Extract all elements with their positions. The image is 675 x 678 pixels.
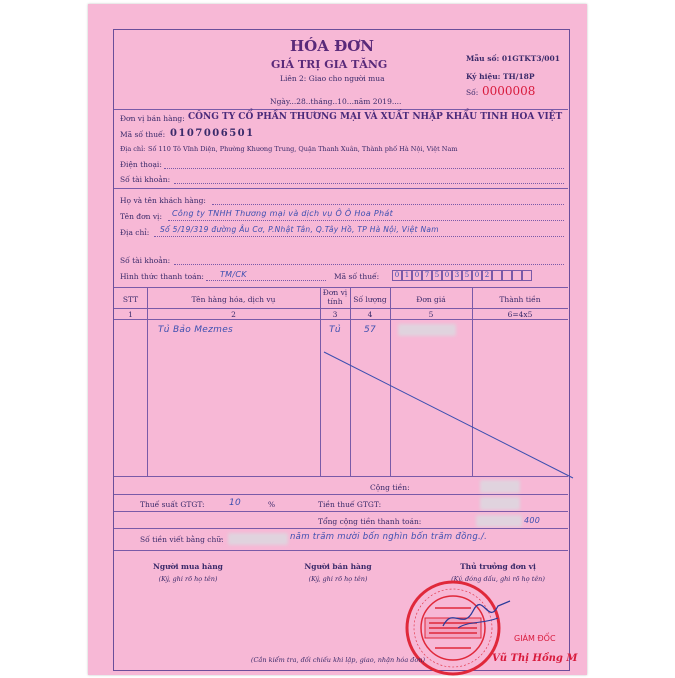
col-item-name: Tên hàng hóa, dịch vụ — [191, 295, 276, 304]
head-sign-note: (Ký, đóng dấu, ghi rõ họ tên) — [451, 575, 545, 583]
buyer-company: Công ty TNHH Thương mại và dịch vụ Ô Ô Hoa Phát — [172, 209, 394, 218]
director-title: GIÁM ĐỐC — [514, 634, 556, 643]
buyer-address-label: Địa chỉ: — [120, 228, 150, 237]
col-unit: Đơn vị tính — [322, 288, 348, 306]
buyer-company-label: Tên đơn vị: — [120, 212, 162, 221]
seller-account-label: Số tài khoản: — [120, 175, 171, 184]
vat-percent: % — [268, 500, 276, 509]
invoice-number: 0000008 — [482, 84, 536, 98]
idx-1: 1 — [128, 310, 133, 319]
seller-address-label: Địa chỉ: — [120, 145, 146, 153]
vat-rate-label: Thuế suất GTGT: — [140, 500, 205, 509]
col-amount: Thành tiền — [499, 295, 541, 304]
buyer-sign-note: (Ký, ghi rõ họ tên) — [158, 575, 218, 583]
idx-2: 2 — [231, 310, 236, 319]
amount-in-words-redacted — [228, 533, 288, 545]
seller-sign-note: (Ký, ghi rõ họ tên) — [308, 575, 368, 583]
col-stt: STT — [122, 295, 139, 304]
director-signature — [438, 596, 518, 636]
col-quantity: Số lượng — [353, 295, 387, 304]
tax-digit-box: 3 — [452, 270, 462, 281]
payment-method-label: Hình thức thanh toán: — [120, 272, 204, 281]
seller-address: Số 110 Tô Vĩnh Diện, Phường Khương Trung, Quận Thanh Xuân, Thành phố Hà Nội, Việt Nam — [148, 145, 458, 153]
tax-digit-box: 7 — [422, 270, 432, 281]
item-unit: Tủ — [329, 325, 341, 335]
vat-amount-redacted — [480, 497, 520, 510]
idx-4: 4 — [367, 310, 373, 319]
item-name: Tủ Bảo Mezmes — [158, 325, 234, 335]
seller-name: CÔNG TY CỔ PHẦN THƯƠNG MẠI VÀ XUẤT NHẬP KHẨU TINH HOA VIỆT — [188, 112, 563, 122]
tax-digit-box: 0 — [442, 270, 452, 281]
seller-name-label: Đơn vị bán hàng: — [120, 114, 185, 123]
seller-tax-label: Mã số thuế: — [120, 130, 166, 139]
amount-in-words-label: Số tiền viết bằng chữ: — [140, 535, 224, 544]
tax-digit-box: 1 — [402, 270, 412, 281]
buyer-tax-label: Mã số thuế: — [334, 272, 380, 281]
tax-digit-box: 0 — [412, 270, 422, 281]
invoice-subtitle: GIÁ TRỊ GIA TĂNG — [271, 58, 388, 71]
amount-in-words: năm trăm mười bốn nghìn bốn trăm đồng./. — [290, 532, 488, 542]
tax-digit-box: 0 — [392, 270, 402, 281]
seller-tax-code: 0107006501 — [170, 128, 255, 139]
tax-digit-box: 2 — [482, 270, 492, 281]
grand-total-label: Tổng cộng tiền thanh toán: — [318, 517, 422, 526]
head-sign-title: Thủ trưởng đơn vị — [460, 562, 536, 571]
tax-digit-box: 5 — [432, 270, 442, 281]
payment-method: TM/CK — [220, 270, 247, 279]
grand-total-redacted — [476, 515, 522, 527]
idx-3: 3 — [332, 310, 338, 319]
invoice-symbol: Ký hiệu: TH/18P — [466, 72, 535, 81]
copy-note: Liên 2: Giao cho người mua — [280, 74, 385, 83]
buyer-sign-title: Người mua hàng — [153, 562, 223, 571]
buyer-address: Số 5/19/319 đường Âu Cơ, P.Nhật Tân, Q.Tây Hồ, TP Hà Nội, Việt Nam — [160, 225, 439, 234]
form-number: Mẫu số: 01GTKT3/001 — [466, 54, 560, 63]
col-unit-price: Đơn giá — [416, 295, 446, 304]
seller-phone-label: Điện thoại: — [120, 160, 162, 169]
idx-5: 5 — [428, 310, 434, 319]
tax-digit-box: 0 — [472, 270, 482, 281]
buyer-account-label: Số tài khoản: — [120, 256, 171, 265]
subtotal-redacted — [480, 480, 520, 493]
seller-sign-title: Người bán hàng — [304, 562, 372, 571]
idx-6: 6=4x5 — [507, 310, 533, 319]
invoice-number-label: Số: — [466, 88, 479, 97]
subtotal-label: Cộng tiền: — [370, 483, 410, 492]
director-name: Vũ Thị Hồng M — [492, 653, 578, 664]
grand-total-visible: 400 — [524, 516, 541, 525]
vat-rate: 10 — [229, 498, 242, 508]
invoice-date: Ngày...28..tháng..10...năm 2019.... — [270, 97, 402, 106]
item-quantity: 57 — [363, 325, 377, 335]
footer-note: (Cần kiểm tra, đối chiếu khi lập, giao, nhận hóa đơn) — [250, 656, 426, 664]
invoice-title: HÓA ĐƠN — [290, 37, 374, 55]
invoice-sheet — [88, 4, 587, 675]
buyer-name-label: Họ và tên khách hàng: — [120, 196, 206, 205]
tax-digit-box: 5 — [462, 270, 472, 281]
vat-amount-label: Tiền thuế GTGT: — [318, 500, 382, 509]
